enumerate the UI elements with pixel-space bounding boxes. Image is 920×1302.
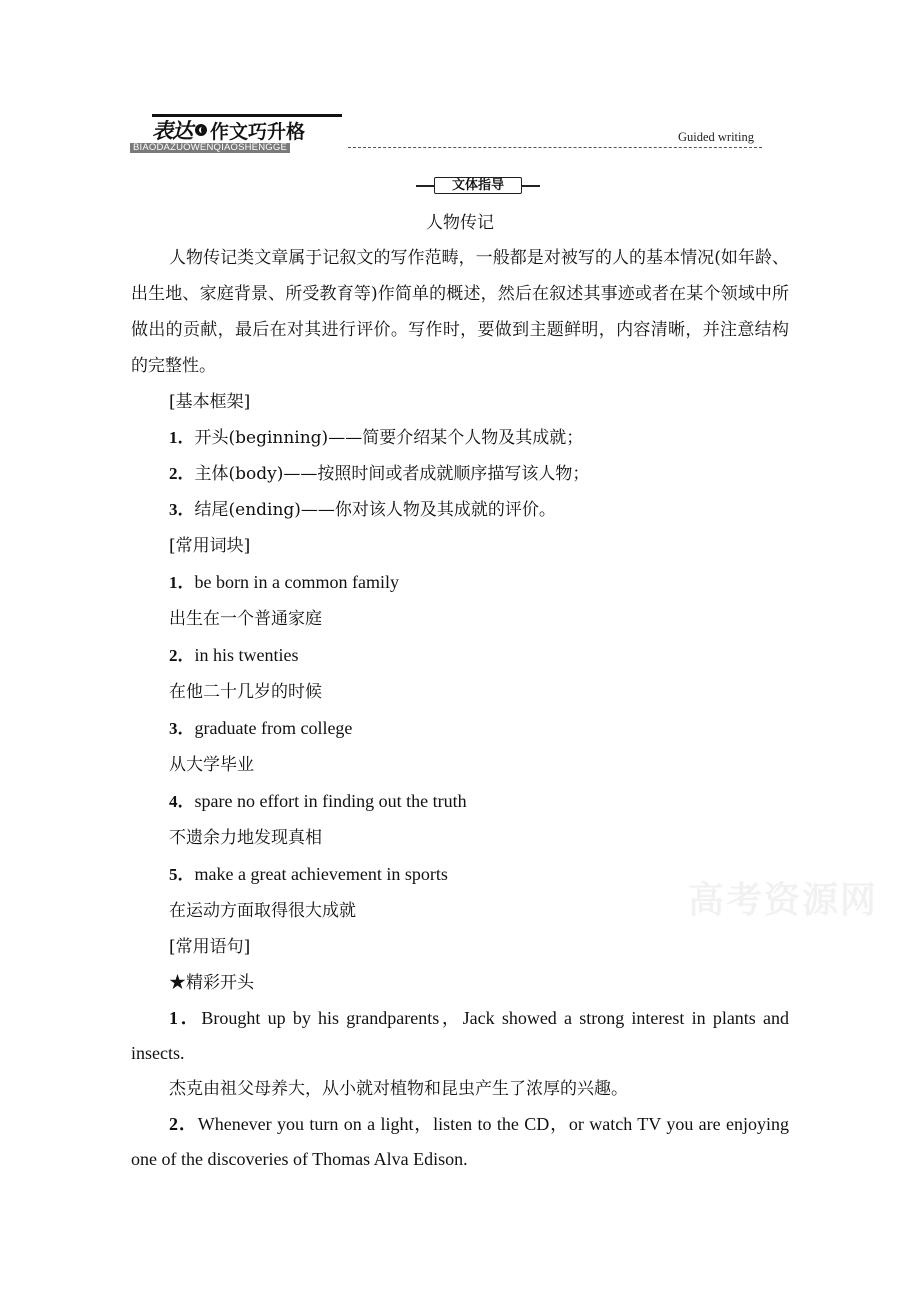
document-body xyxy=(131,240,789,1177)
label-line-left xyxy=(416,185,434,187)
item-number: 1． xyxy=(169,428,195,447)
item-number: 5． xyxy=(169,865,195,884)
sentence-zh: 杰克由祖父母养大，从小就对植物和昆虫产生了浓厚的兴趣。 xyxy=(169,1079,628,1099)
header-title-sub: 作文巧升格 xyxy=(210,120,306,143)
page-subtitle: 人物传记 xyxy=(426,213,494,233)
phrase-en-text: in his twenties xyxy=(194,645,299,665)
phrase-en-text: graduate from college xyxy=(194,718,353,738)
sentences-heading: [常用语句] xyxy=(169,937,251,957)
intro-paragraph: 人物传记类文章属于记叙文的写作范畴，一般都是对被写的人的基本情况(如年龄、出生地、家庭背景、所受教育等)作简单的概述，然后在叙述其事迹或者在某个领域中所做出的贡献，最后在对其进行评价。写作时，要做到主题鲜明，内容清晰，并注意结构的完整性。 xyxy=(131,248,789,376)
item-text: 开头(beginning)——简要介绍某个人物及其成就； xyxy=(194,428,584,448)
sentence-en-text: Whenever you turn on a light，listen to the CD，or watch TV you are enjoying one of the discoveries of Thomas Alva Edison. xyxy=(131,1114,789,1169)
sentences-subheading: ★精彩开头 xyxy=(169,973,254,993)
phrase-en xyxy=(131,637,789,674)
sentence-en xyxy=(131,1107,789,1177)
header-pinyin: BIAODAZUOWENQIAOSHENGGE xyxy=(130,143,290,153)
phrase-zh: 从大学毕业 xyxy=(169,755,254,775)
header-title xyxy=(152,117,305,143)
item-text: 结尾(ending)——你对该人物及其成就的评价。 xyxy=(194,500,556,520)
page-header xyxy=(130,114,762,156)
header-title-main: 表达 xyxy=(152,119,192,143)
phrase-zh: 在运动方面取得很大成就 xyxy=(169,901,356,921)
header-guided-writing: Guided writing xyxy=(677,130,754,144)
watermark: 高考资源网 xyxy=(688,880,879,921)
phrase-en xyxy=(131,564,789,601)
phrase-en xyxy=(131,783,789,820)
item-text: 主体(body)——按照时间或者成就顺序描写该人物； xyxy=(194,464,590,484)
section-label xyxy=(416,177,540,194)
arrow-circle-icon xyxy=(195,124,207,136)
phrases-heading: [常用词块] xyxy=(169,536,251,556)
phrase-zh: 出生在一个普通家庭 xyxy=(169,609,322,629)
phrase-en-text: make a great achievement in sports xyxy=(194,864,448,884)
phrase-zh: 不遗余力地发现真相 xyxy=(169,828,322,848)
framework-heading: [基本框架] xyxy=(169,392,251,412)
item-number: 1． xyxy=(169,1008,202,1028)
framework-item xyxy=(131,492,789,528)
item-number: 2． xyxy=(169,646,195,665)
framework-item xyxy=(131,420,789,456)
label-line-right xyxy=(522,185,540,187)
item-number: 3． xyxy=(169,500,195,519)
phrase-en xyxy=(131,710,789,747)
framework-item xyxy=(131,456,789,492)
phrase-zh: 在他二十几岁的时候 xyxy=(169,682,322,702)
phrase-en-text: spare no effort in finding out the truth xyxy=(194,791,467,811)
item-number: 3． xyxy=(169,719,195,738)
item-number: 2． xyxy=(169,1114,198,1134)
phrase-en-text: be born in a common family xyxy=(194,572,399,592)
item-number: 4． xyxy=(169,792,195,811)
section-label-text: 文体指导 xyxy=(434,177,522,194)
item-number: 1． xyxy=(169,573,195,592)
sentence-en xyxy=(131,1001,789,1071)
sentence-en-text: Brought up by his grandparents，Jack showed a strong interest in plants and insects. xyxy=(131,1008,790,1063)
item-number: 2． xyxy=(169,464,195,483)
header-dashed-line xyxy=(348,147,762,148)
